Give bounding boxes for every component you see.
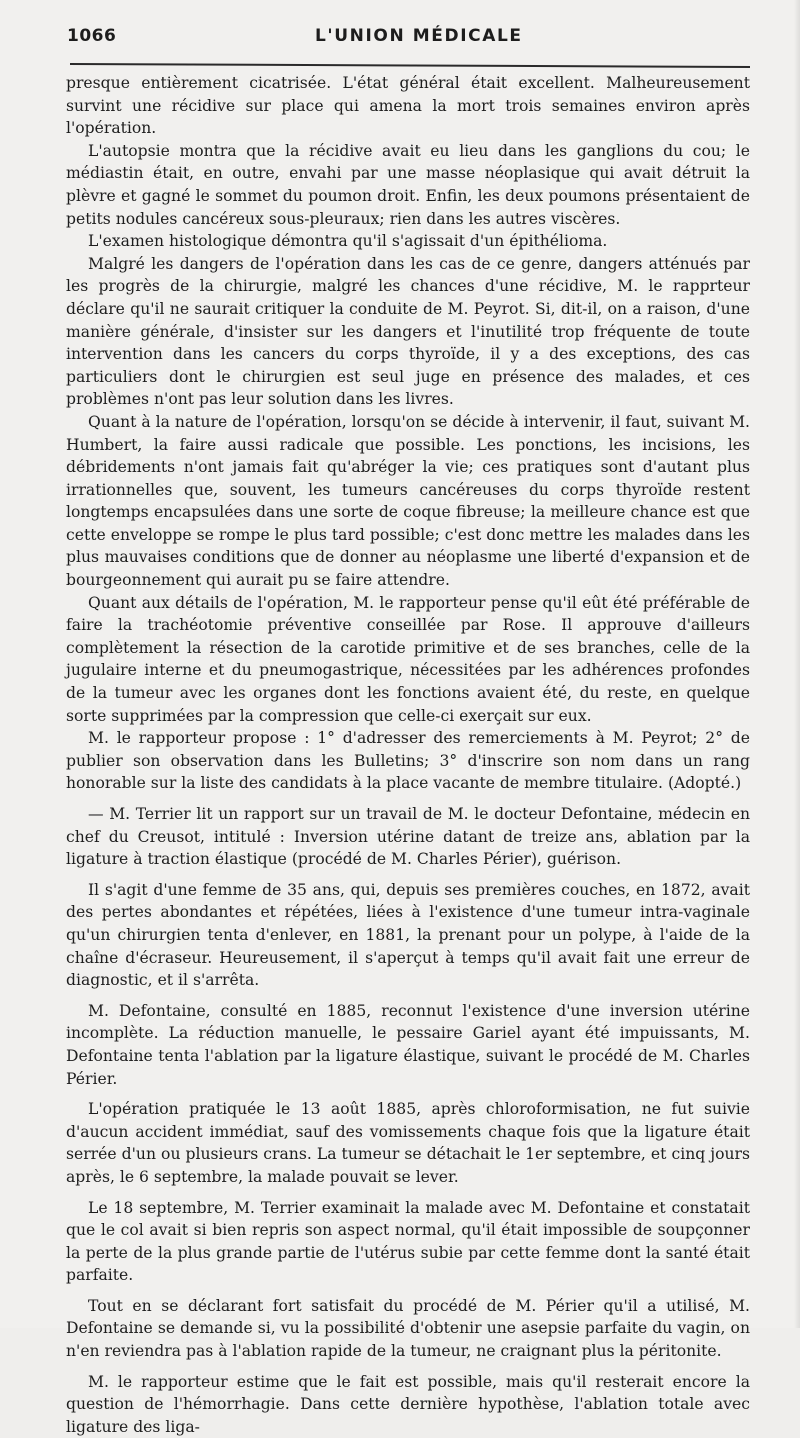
page-edge-shadow: [794, 0, 800, 1328]
paragraph: M. le rapporteur propose : 1° d'adresser des remerciements à M. Peyrot; 2° de publier son observation dans les Bulletins; 3° d'inscrire son nom dans un rang honorable sur la liste des candidats à la place vacante de membre titulaire. (Adopté.): [66, 729, 750, 793]
paragraph: Tout en se déclarant fort satisfait du procédé de M. Périer qu'il a utilisé, M. Defontaine se demande si, vu la possibilité d'obtenir une asepsie parfaite du vagin, on n'en reviendra pas à l'ablation rapide de la tumeur, ne craignant plus la péritonite.: [66, 1296, 750, 1361]
paragraph: Quant à la nature de l'opération, lorsqu'on se décide à intervenir, il faut, suivant M. Humbert, la faire aussi radicale que possible. Les ponctions, les incisions, les débridements n'ont jamais fait qu'abréger la vie; ces pratiques sont d'autant plus irrationnelles que, souvent, les tumeurs cancéreuses du corps thyroïde restent longtemps encapsulées dans une sorte de coque fibreuse; la meilleure chance est que cette enveloppe se rompe le plus tard possible; c'est donc mettre les malades dans les plus mauvaises conditions que de donner au néoplasme une liberté d'expansion et de bourgeonnement qui aurait pu se faire attendre.: [66, 412, 750, 590]
page-number: 1066: [67, 26, 117, 46]
paragraph: Le 18 septembre, M. Terrier examinait la malade avec M. Defontaine et constatait que le col avait si bien repris son aspect normal, qu'il était impossible de soupçonner la perte de la plus grande partie de l'utérus subie par cette femme dont la santé était parfaite.: [66, 1198, 750, 1285]
running-header: [67, 26, 757, 52]
article-body: [66, 72, 750, 1438]
journal-title: L'UNION MÉDICALE: [315, 26, 523, 46]
paragraph: M. le rapporteur estime que le fait est possible, mais qu'il resterait encore la question de l'hémorrhagie. Dans cette dernière hypothèse, l'ablation totale avec ligature des liga-: [66, 1372, 750, 1436]
paragraph: presque entièrement cicatrisée. L'état général était excellent. Malheureusement survint une récidive sur place qui amena la mort trois semaines environ après l'opération.: [66, 74, 750, 138]
paragraph: M. Defontaine, consulté en 1885, reconnut l'existence d'une inversion utérine incomplète. La réduction manuelle, le pessaire Gariel ayant été impuissants, M. Defontaine tenta l'ablation par la ligature élastique, suivant le procédé de M. Charles Périer.: [66, 1001, 750, 1088]
paragraph: L'opération pratiquée le 13 août 1885, après chloroformisation, ne fut suivie d'aucun accident immédiat, sauf des vomissements chaque fois que la ligature était serrée d'un ou plusieurs crans. La tumeur se détachait le 1er septembre, et cinq jours après, le 6 septembre, la malade pouvait se lever.: [66, 1100, 750, 1186]
paragraph: — M. Terrier lit un rapport sur un travail de M. le docteur Defontaine, médecin en chef du Creusot, intitulé : Inversion utérine datant de treize ans, ablation par la ligature à traction élastique (procédé de M. Charles Périer), guérison.: [66, 805, 750, 869]
paragraph: Malgré les dangers de l'opération dans les cas de ce genre, dangers atténués par les progrès de la chirurgie, malgré les chances d'une récidive, M. le rapprteur déclare qu'il ne saurait critiquer la conduite de M. Peyrot. Si, dit-il, on a raison, d'une manière générale, d'insister sur les dangers et l'inutilité trop fréquente de toute intervention dans les cancers du corps thyroïde, il y a des exceptions, des cas particuliers dont le chirurgien est seul juge en présence des malades, et ces problèmes n'ont pas leur solution dans les livres.: [66, 254, 750, 409]
header-rule: [70, 63, 750, 68]
paragraph: Quant aux détails de l'opération, M. le rapporteur pense qu'il eût été préférable de faire la trachéotomie préventive conseillée par Rose. Il approuve d'ailleurs complètement la résection de la carotide primitive et de ses branches, celle de la jugulaire interne et du pneumogastrique, nécessitées par les adhérences profondes de la tumeur avec les organes dont les fonctions avaient été, du reste, en quelque sorte supprimées par la compression que celle-ci exerçait sur eux.: [66, 593, 750, 725]
paragraph: L'examen histologique démontra qu'il s'agissait d'un épithélioma.: [88, 232, 608, 251]
paragraph: L'autopsie montra que la récidive avait eu lieu dans les ganglions du cou; le médiastin était, en outre, envahi par une masse néoplasique qui avait détruit la plèvre et gagné le sommet du poumon droit. Enfin, les deux poumons présentaient de petits nodules cancéreux sous-pleuraux; rien dans les autres viscères.: [66, 141, 750, 228]
paragraph: Il s'agit d'une femme de 35 ans, qui, depuis ses premières couches, en 1872, avait des pertes abondantes et répétées, liées à l'existence d'une tumeur intra-vaginale qu'un chirurgien tenta d'enlever, en 1881, la prenant pour un polype, à l'aide de la chaîne d'écraseur. Heureusement, il s'aperçut à temps qu'il avait fait une erreur de diagnostic, et il s'arrêta.: [66, 880, 750, 990]
